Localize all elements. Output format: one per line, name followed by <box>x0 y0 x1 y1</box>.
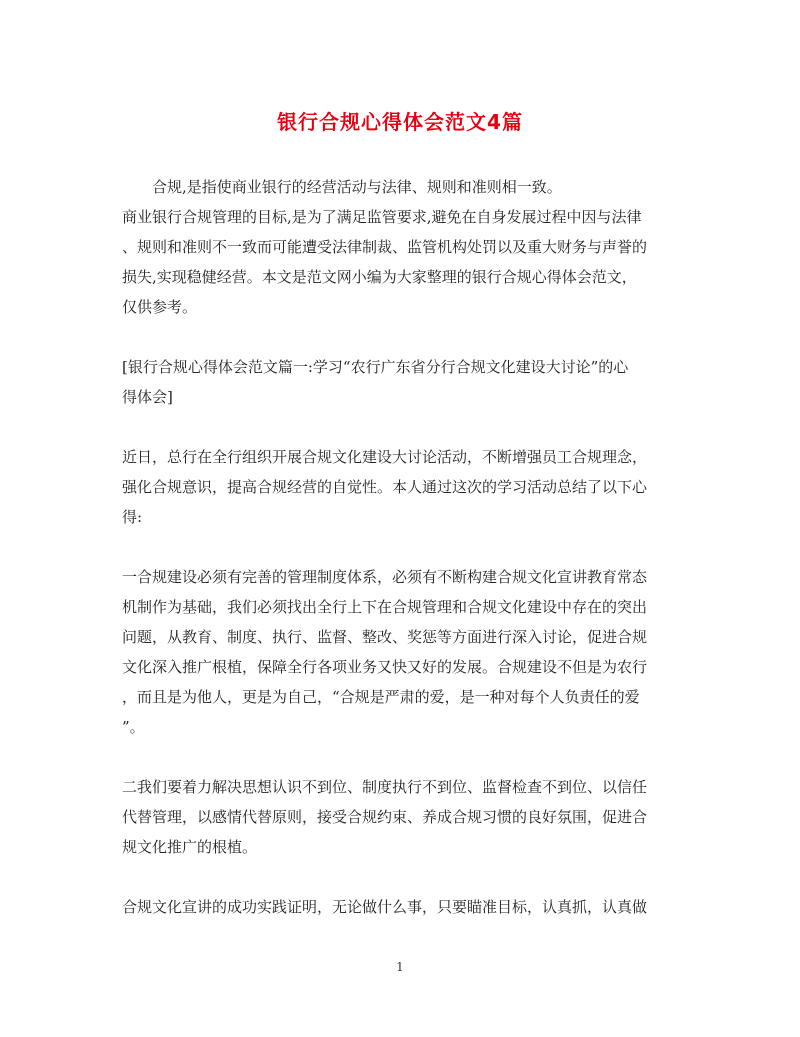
document-body <box>122 172 682 922</box>
paragraph-gap <box>122 532 682 562</box>
text-line: ”。 <box>122 718 145 736</box>
text-line: 商业银行合规管理的目标,是为了满足监管要求,避免在自身发展过程中因与法律 <box>122 208 642 226</box>
text-line: 问题，从教育、制度、执行、监督、整改、奖惩等方面进行深入讨论，促进合规 <box>122 628 648 646</box>
text-line: 文化深入推广根植，保障全行各项业务又快又好的发展。合规建设不但是为农行 <box>122 658 648 676</box>
document-title: 银行合规心得体会范文4篇 <box>277 110 523 134</box>
text-line: 合规,是指使商业银行的经营活动与法律、规则和准则相一致。 <box>152 178 562 196</box>
text-line: [银行合规心得体会范文篇一:学习“农行广东省分行合规文化建设大讨论”的心 <box>122 358 629 376</box>
text-line: 得: <box>122 508 143 526</box>
text-line: 近日，总行在全行组织开展合规文化建设大讨论活动，不断增强员工合规理念， <box>122 448 648 466</box>
text-line: 合规文化宣讲的成功实践证明，无论做什么事，只要瞄准目标，认真抓，认真做 <box>122 898 648 916</box>
paragraph-gap <box>122 322 682 352</box>
text-line: 仅供参考。 <box>122 298 198 316</box>
text-line: 机制作为基础，我们必须找出全行上下在合规管理和合规文化建设中存在的突出 <box>122 598 648 616</box>
text-line: 代替管理，以感情代替原则，接受合规约束、养成合规习惯的良好氛围，促进合 <box>122 808 648 826</box>
paragraph-gap <box>122 412 682 442</box>
text-line: 损失,实现稳健经营。本文是范文网小编为大家整理的银行合规心得体会范文， <box>122 268 637 286</box>
text-line: 得体会] <box>122 388 173 406</box>
paragraph-gap <box>122 742 682 772</box>
text-line: ，而且是为他人，更是为自己，“合规是严肃的爱，是一种对每个人负责任的爱 <box>122 688 640 706</box>
text-line: 一合规建设必须有完善的管理制度体系，必须有不断构建合规文化宣讲教育常态 <box>122 568 648 586</box>
paragraph-gap <box>122 862 682 892</box>
page-number: 1 <box>396 960 404 974</box>
text-line: 二我们要着力解决思想认识不到位、制度执行不到位、监督检查不到位、以信任 <box>122 778 648 796</box>
text-line: 强化合规意识，提高合规经营的自觉性。本人通过这次的学习活动总结了以下心 <box>122 478 648 496</box>
text-line: 、规则和准则不一致而可能遭受法律制裁、监管机构处罚以及重大财务与声誉的 <box>122 238 648 256</box>
text-line: 规文化推广的根植。 <box>122 838 258 856</box>
